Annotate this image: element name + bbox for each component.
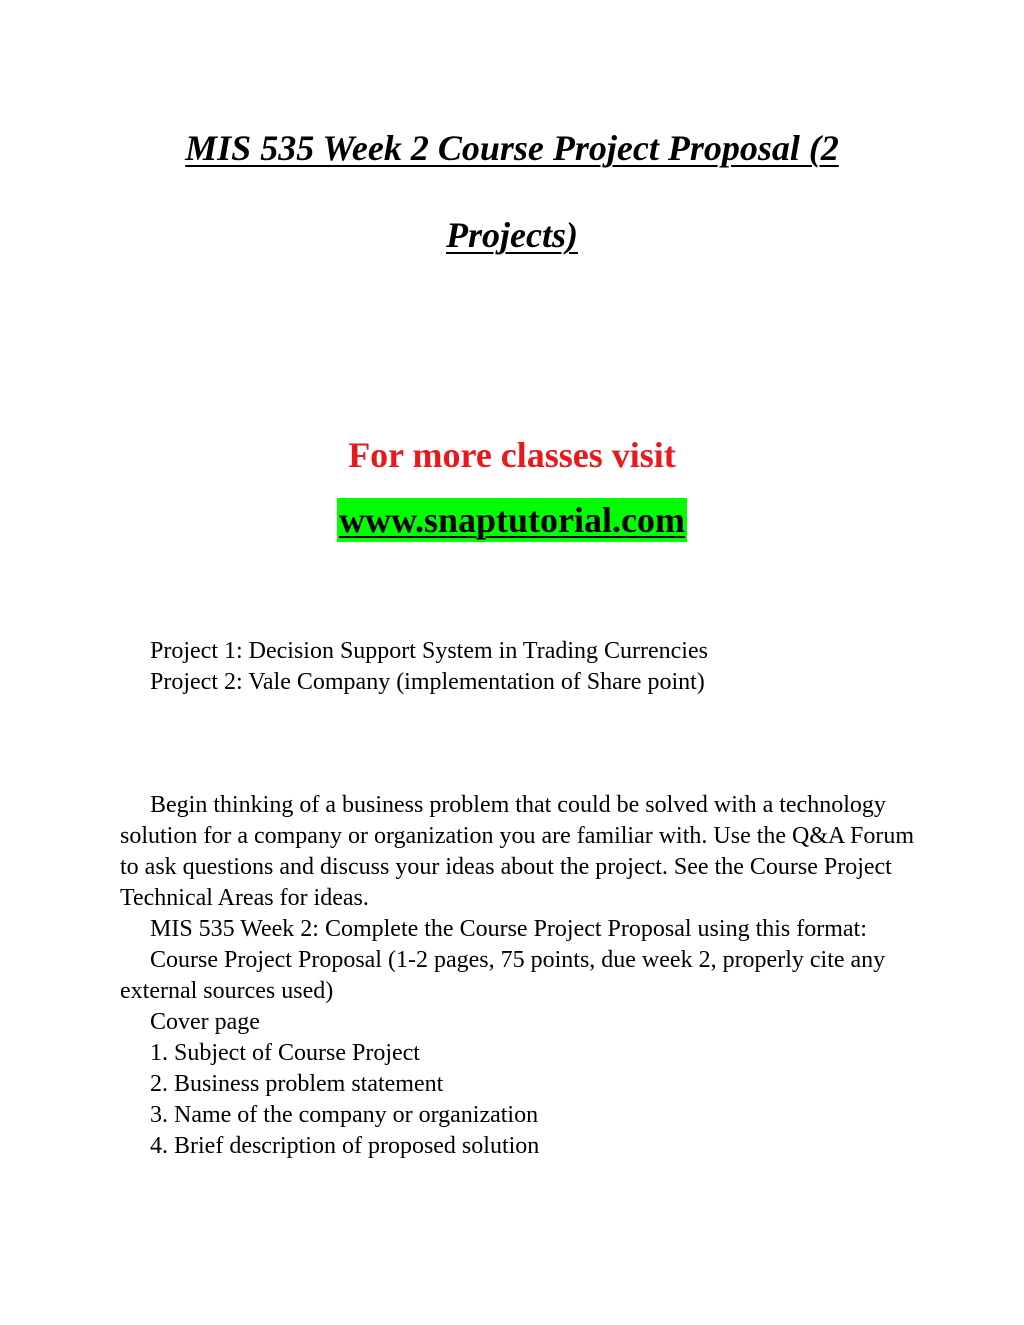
body-paragraph: Begin thinking of a business problem that could be solved with a technology solution for a company or organization you are familiar with. Use the Q&A Forum to ask questions and discuss your ideas about the project. See the Course Project Technical Areas for ideas.	[120, 792, 915, 911]
body-paragraph: Course Project Proposal (1-2 pages, 75 points, due week 2, properly cite any external sources used)	[120, 947, 886, 1004]
outline-item-problem-statement: 2. Business problem statement	[150, 1071, 444, 1097]
project-list	[150, 636, 950, 698]
assignment-description	[120, 790, 920, 1162]
outline-item-solution: 4. Brief description of proposed solution	[150, 1133, 540, 1159]
outline-item-subject: 1. Subject of Course Project	[150, 1040, 420, 1066]
promo-heading: For more classes visit	[348, 435, 676, 475]
document-title-line-1: MIS 535 Week 2 Course Project Proposal (2	[185, 128, 839, 168]
promo-link-row	[0, 498, 1024, 542]
project-item: Project 2: Vale Company (implementation of Share point)	[150, 669, 705, 695]
project-item: Project 1: Decision Support System in Trading Currencies	[150, 638, 708, 664]
document-title-line-2: Projects)	[446, 215, 578, 255]
body-paragraph: MIS 535 Week 2: Complete the Course Project Proposal using this format:	[150, 916, 867, 942]
outline-item-cover-page: Cover page	[150, 1009, 260, 1035]
snaptutorial-link[interactable]: www.snaptutorial.com	[338, 500, 685, 540]
outline-item-company-name: 3. Name of the company or organization	[150, 1102, 539, 1128]
